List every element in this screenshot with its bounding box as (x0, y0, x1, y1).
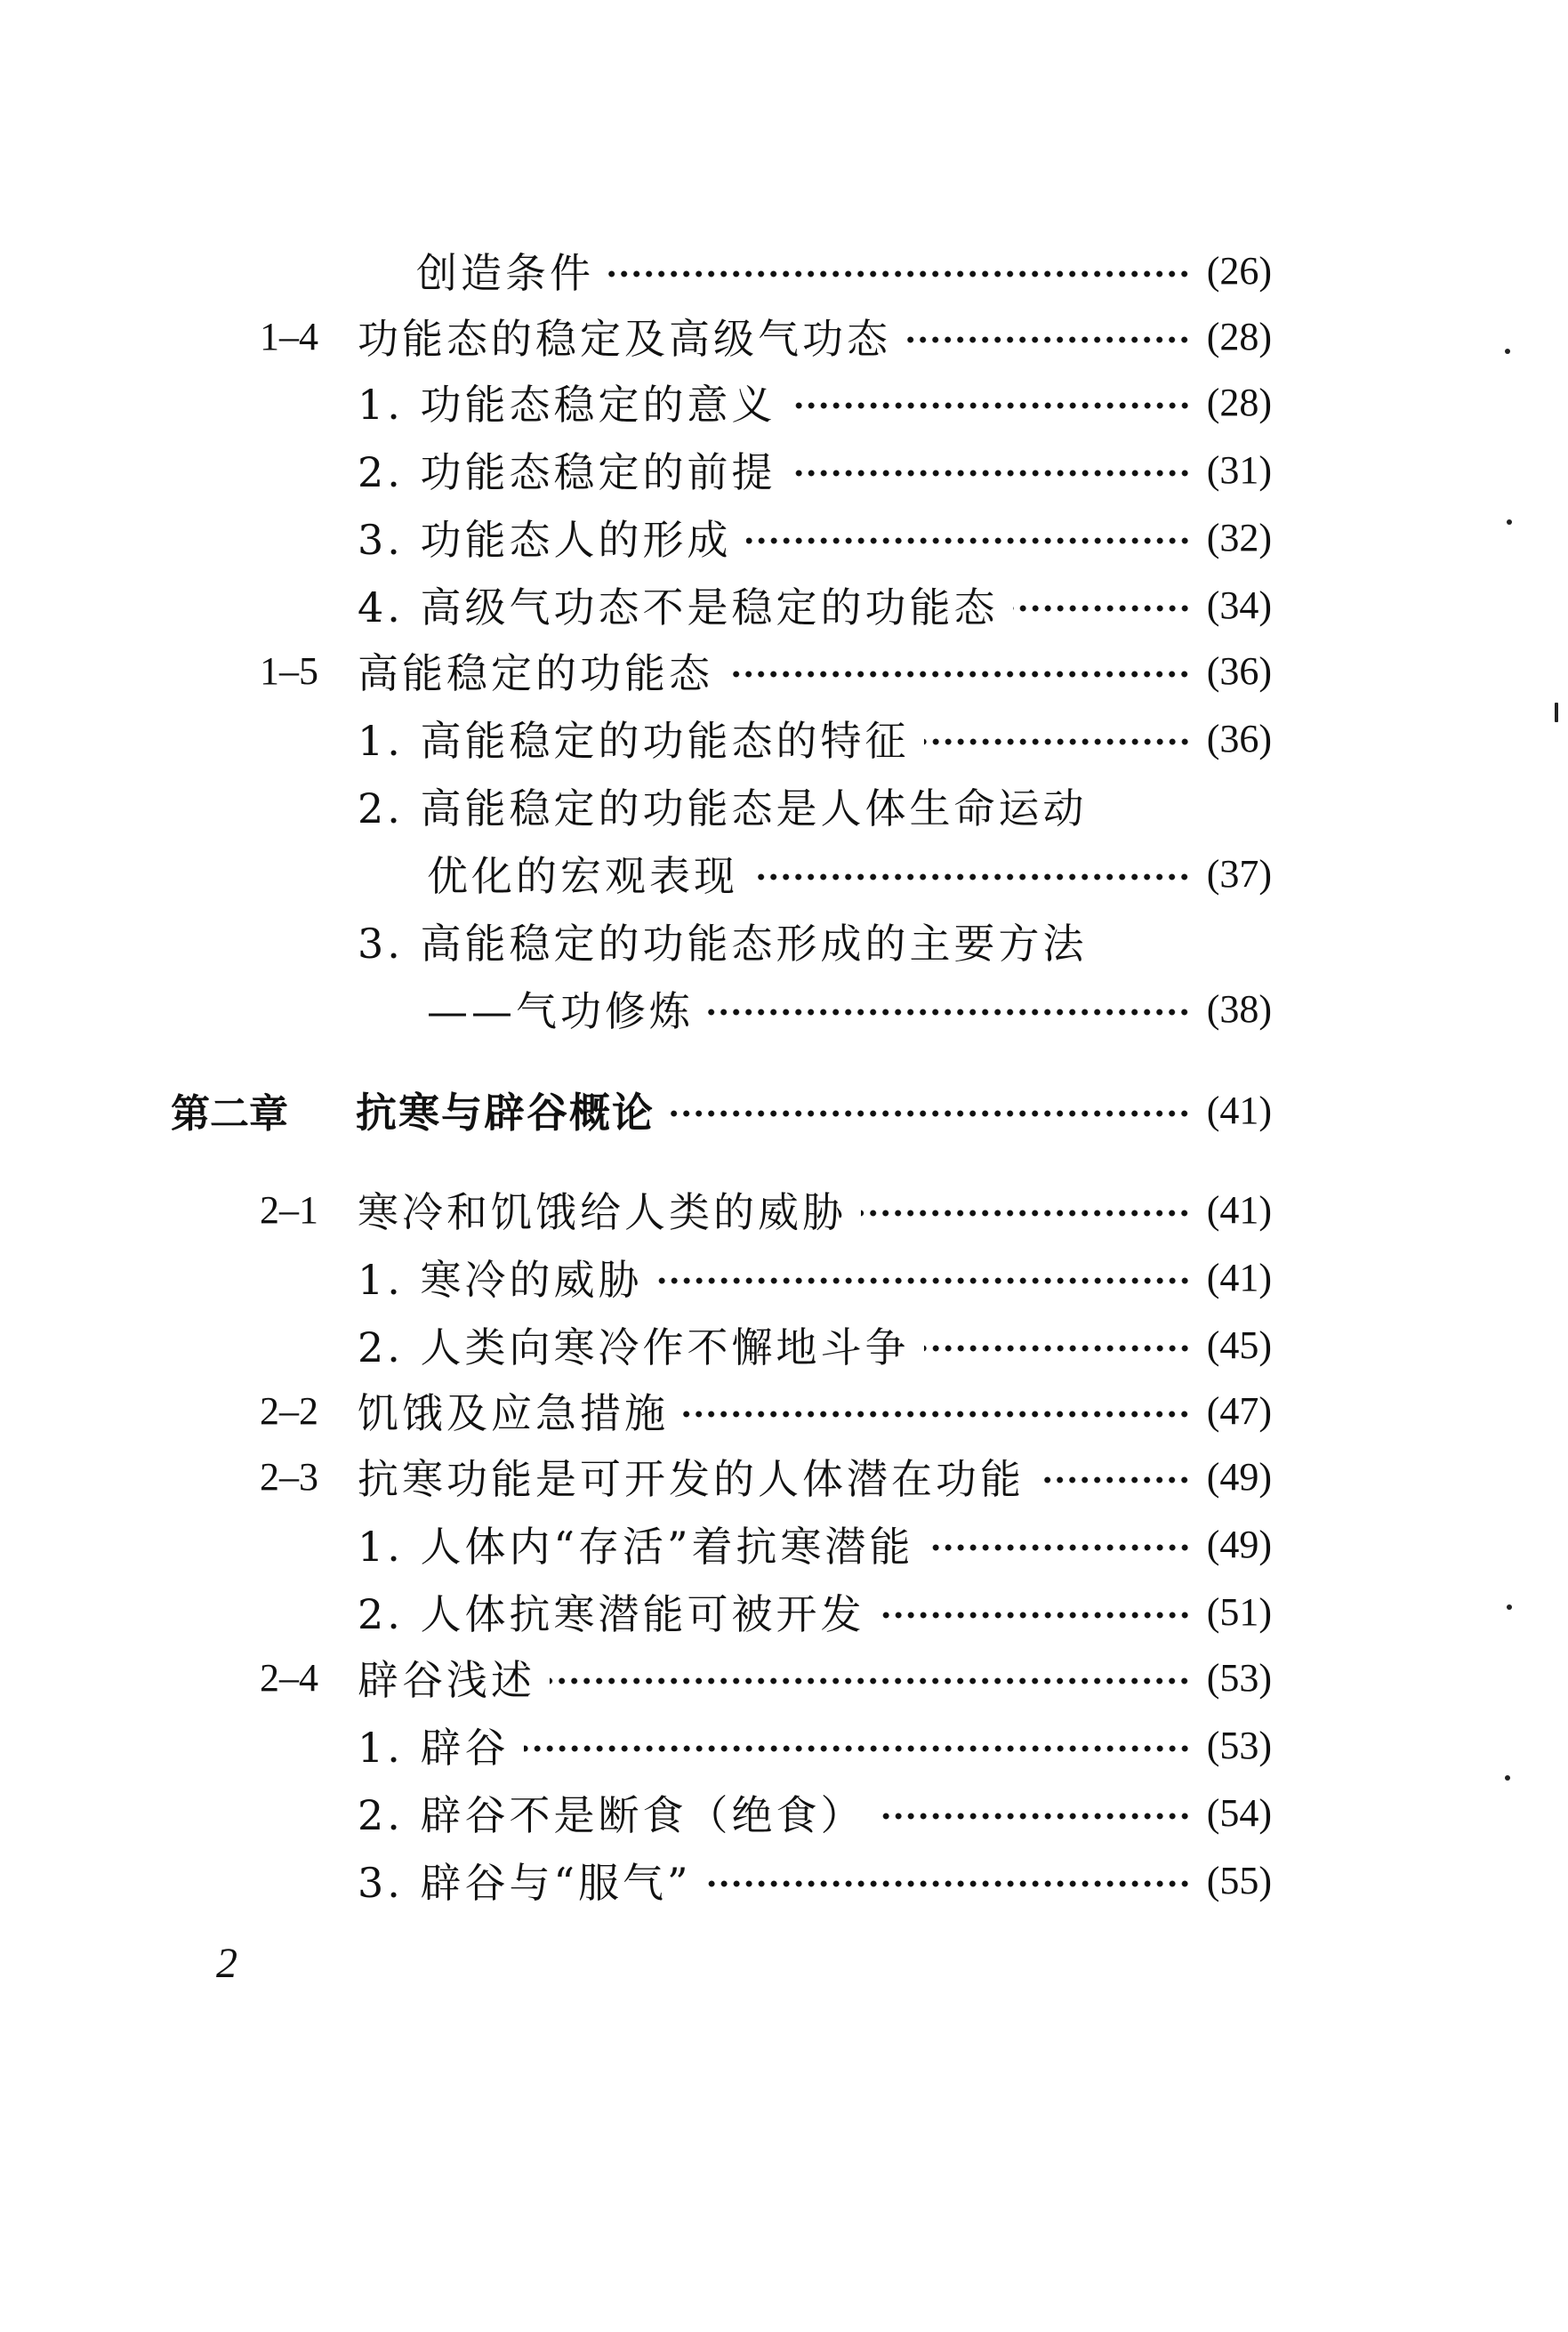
page-number: 2 (216, 1940, 237, 1987)
toc-entry-label: 1. 高能稳定的功能态的特征 (358, 717, 910, 765)
toc-entry-label: 饥饿及应急措施 (358, 1389, 669, 1437)
toc-entry (358, 913, 1272, 969)
toc-entry-label: 3. 高能稳定的功能态形成的主要方法 (358, 920, 1088, 968)
scan-speck (1505, 1775, 1510, 1781)
leader-dots (861, 1209, 1191, 1218)
toc-entry-page: (31) (1206, 447, 1272, 492)
toc-entry (358, 710, 1272, 767)
toc-entry-page: (26) (1206, 248, 1272, 293)
toc-entry-label: 2. 辟谷不是断食（绝食） (358, 1791, 865, 1839)
scan-speck (1507, 1604, 1512, 1610)
leader-dots (905, 335, 1191, 344)
toc-entry-page: (41) (1206, 1088, 1272, 1132)
toc-section-number: 2–3 (260, 1454, 318, 1499)
toc-entry-page: (55) (1206, 1858, 1272, 1902)
toc-entry-label: 1. 辟谷 (358, 1724, 510, 1772)
toc-entry (416, 242, 1272, 299)
toc-entry-page: (37) (1206, 851, 1272, 896)
toc-entry (358, 1516, 1272, 1572)
toc-entry (358, 576, 1272, 633)
leader-dots (880, 1812, 1191, 1821)
toc-entry-page: (53) (1206, 1723, 1272, 1767)
leader-dots (657, 1276, 1191, 1285)
leader-dots (706, 1879, 1191, 1888)
toc-entry-label: 创造条件 (416, 249, 594, 297)
toc-entry-label: 寒冷和饥饿给人类的威胁 (358, 1188, 847, 1236)
toc-entry-page: (36) (1206, 648, 1272, 693)
toc-entry-page: (36) (1206, 716, 1272, 760)
leader-dots (524, 1744, 1191, 1753)
toc-section-number: 1–5 (260, 648, 318, 693)
toc-section-number: 2–2 (260, 1388, 318, 1433)
toc-section-number: 2–4 (260, 1655, 318, 1700)
toc-entry-label: 2. 高能稳定的功能态是人体生命运动 (358, 784, 1088, 832)
toc-entry (358, 1784, 1272, 1841)
toc-entry-page: (38) (1206, 986, 1272, 1031)
leader-dots (924, 1344, 1191, 1353)
toc-entry-continuation (427, 980, 1272, 1037)
scan-speck (1505, 349, 1510, 354)
toc-entry-label: 2. 功能态稳定的前提 (358, 448, 776, 496)
toc-chapter (171, 1082, 1272, 1138)
leader-dots (791, 469, 1191, 478)
toc-section (260, 1181, 1272, 1238)
toc-entry-label: 辟谷浅述 (358, 1656, 535, 1704)
toc-entry-page: (47) (1206, 1388, 1272, 1433)
toc-entry-page: (45) (1206, 1323, 1272, 1367)
toc-entry (358, 1852, 1272, 1909)
toc-entry (358, 374, 1272, 430)
toc-entry-label: 3. 辟谷与“服气” (358, 1859, 692, 1907)
leader-dots (880, 1611, 1191, 1620)
toc-entry-page: (41) (1206, 1187, 1272, 1232)
toc-entry (358, 1583, 1272, 1640)
toc-entry (358, 1249, 1272, 1306)
toc-entry-page: (49) (1206, 1454, 1272, 1499)
toc-entry (358, 441, 1272, 498)
toc-entry (358, 1717, 1272, 1773)
toc-entry-label: 3. 功能态人的形成 (358, 516, 732, 564)
toc-entry-page: (41) (1206, 1255, 1272, 1299)
leader-dots (683, 1410, 1191, 1419)
toc-entry-label: 功能态的稳定及高级气功态 (358, 315, 891, 363)
toc-entry-page: (49) (1206, 1522, 1272, 1566)
leader-dots (708, 1008, 1191, 1017)
toc-section-number: 2–1 (260, 1187, 318, 1232)
leader-dots (608, 269, 1191, 278)
toc-entry (358, 509, 1272, 566)
toc-entry-label: 4. 高级气功态不是稳定的功能态 (358, 583, 999, 631)
toc-entry-label: 高能稳定的功能态 (358, 649, 713, 697)
leader-dots (929, 1543, 1191, 1552)
toc-entry-continuation (427, 845, 1272, 902)
leader-dots (1039, 1476, 1191, 1484)
toc-section (260, 1448, 1272, 1505)
toc-entry-label: 2. 人类向寒冷作不懈地斗争 (358, 1323, 910, 1371)
toc-entry-page: (28) (1206, 380, 1272, 424)
leader-dots (791, 401, 1191, 410)
toc-entry-page: (51) (1206, 1589, 1272, 1634)
toc-chapter-title: 抗寒与辟谷概论 (356, 1089, 655, 1137)
toc-entry-label: 1. 功能态稳定的意义 (358, 381, 776, 429)
toc-entry (358, 1316, 1272, 1373)
scan-speck (1555, 703, 1558, 722)
leader-dots (728, 670, 1191, 679)
toc-entry-label: 1. 人体内“存活”着抗寒潜能 (358, 1523, 914, 1571)
toc-section (260, 1382, 1272, 1439)
leader-dots (746, 536, 1191, 545)
leader-dots (752, 872, 1191, 881)
toc-section (260, 642, 1272, 699)
leader-dots (669, 1109, 1191, 1118)
toc-entry-page: (54) (1206, 1790, 1272, 1835)
toc-entry-label: 1. 寒冷的威胁 (358, 1256, 643, 1304)
toc-entry-page: (32) (1206, 515, 1272, 559)
leader-dots (1013, 604, 1191, 613)
toc-section-number: 1–4 (260, 314, 318, 358)
leader-dots (550, 1677, 1191, 1685)
toc-section (260, 1649, 1272, 1706)
toc-entry-page: (53) (1206, 1655, 1272, 1700)
toc-entry-label: 2. 人体抗寒潜能可被开发 (358, 1590, 865, 1638)
scan-speck (1507, 519, 1512, 525)
toc-entry-label: 抗寒功能是可开发的人体潜在功能 (358, 1455, 1025, 1503)
toc-entry (358, 777, 1272, 834)
leader-dots (924, 737, 1191, 746)
toc-entry-page: (34) (1206, 583, 1272, 627)
toc-entry-label: 优化的宏观表现 (427, 852, 738, 900)
toc-section (260, 308, 1272, 365)
toc-entry-label: ——气功修炼 (427, 987, 694, 1035)
toc-chapter-number: 第二章 (171, 1092, 288, 1136)
toc-entry-page: (28) (1206, 314, 1272, 358)
